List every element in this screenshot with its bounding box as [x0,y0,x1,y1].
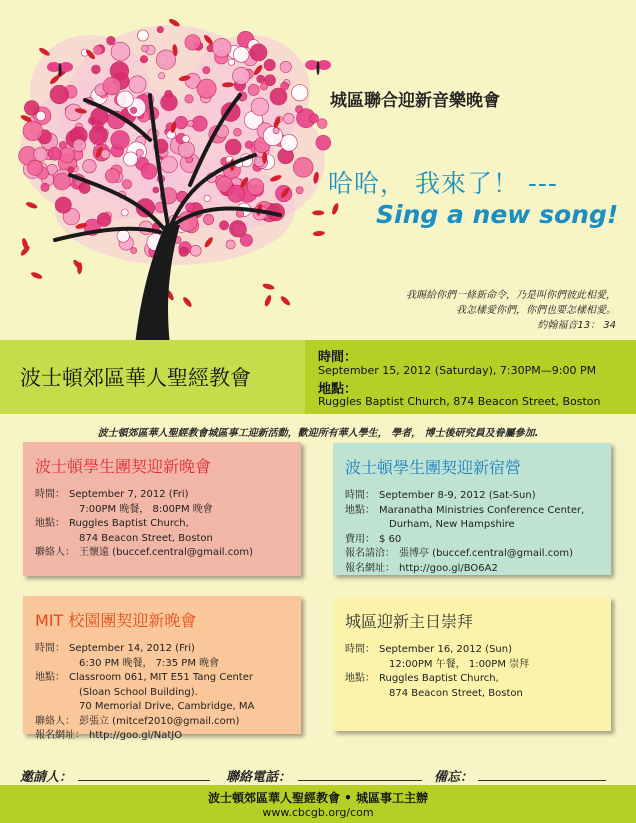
detail-value: Ruggles Baptist Church, [379,673,499,684]
card-mit-fellowship-party [23,596,301,741]
detail-row [35,642,254,657]
detail-value: http://goo.gl/NatJO [89,730,183,741]
card-body [345,489,584,576]
detail-value: 王懷遠 (buccef.central@gmail.com) [79,547,254,558]
verse-line-1: 我賜給你們一條新命令，乃是叫你們彼此相愛， [406,290,616,301]
detail-key: 報名網址： [35,730,85,741]
card-body [345,643,529,701]
detail-value: 7:00PM 晚餐， 8:00PM 晚會 [79,503,213,515]
card-student-fellowship-retreat [333,443,611,575]
detail-value: $ 60 [379,533,402,545]
detail-row [35,686,254,701]
card-title: MIT 校園團契迎新晚會 [35,611,197,630]
detail-row [345,533,584,548]
detail-value: (Sloan School Building). [79,686,198,698]
slogan-chinese: 哈哈， 我來了！ --- [328,169,558,198]
welcome-intro: 波士頓郊區華人聖經教會城區事工迎新活動，歡迎所有華人學生， 學者， 博士後研究員及眷屬參加. [97,428,539,439]
detail-value: September 16, 2012 (Sun) [379,644,512,655]
detail-value: Classroom 061, MIT E51 Tang Center [69,672,253,683]
detail-key: 費用： [345,533,375,545]
detail-value: September 7, 2012 (Fri) [69,489,189,500]
detail-key: 時間： [35,643,65,654]
organizer-band [0,785,636,823]
card-title: 波士頓學生團契迎新晚會 [35,457,212,476]
detail-row [35,532,253,547]
verse-line-2: 我怎樣愛你們，你們也要怎樣相愛。 [456,305,616,316]
inviter-blank [78,780,210,781]
detail-key: 地點： [35,672,65,683]
bible-verse [406,288,616,333]
detail-value: Ruggles Baptist Church, [69,518,189,529]
detail-key: 時間： [35,489,65,500]
detail-row [345,518,584,533]
detail-row [345,489,584,504]
detail-value: 6:30 PM 晚餐， 7:35 PM 晚會 [79,657,220,669]
detail-value: September 14, 2012 (Fri) [69,643,195,654]
time-value: September 15, 2012 (Saturday), 7:30PM—9:00 PM [318,364,597,377]
note-blank [478,780,606,781]
detail-row [35,503,253,518]
detail-value: 874 Beacon Street, Boston [389,687,523,699]
church-name: 波士頓郊區華人聖經教會 [20,366,251,390]
header-area [0,0,636,340]
detail-row [35,657,254,672]
detail-key: 時間： [345,490,375,501]
detail-row [345,643,529,658]
detail-value: 彭張立 (mitcef2010@gmail.com) [79,715,240,727]
card-body [35,642,254,744]
detail-value: 70 Memorial Drive, Cambridge, MA [79,701,255,712]
detail-key: 報名網址： [345,562,395,574]
detail-key: 地點： [345,504,375,516]
detail-value: September 8-9, 2012 (Sat-Sun) [379,490,536,501]
phone-label: 聯絡電話： [226,770,292,785]
detail-row [35,715,254,730]
event-title: 城區聯合迎新音樂晚會 [330,91,500,111]
detail-key: 聯絡人： [35,547,75,558]
detail-row [35,546,253,561]
organizer-name: 波士頓郊區華人聖經教會 • 城區事工主辦 [207,791,429,805]
detail-value: 張博亭 (buccef.central@gmail.com) [399,548,574,559]
detail-value: Maranatha Ministries Conference Center, [379,504,585,516]
card-body [35,488,253,561]
detail-row [345,672,529,687]
detail-row [35,671,254,686]
detail-row [35,488,253,503]
card-title: 波士頓學生團契迎新宿營 [345,458,522,477]
detail-row [345,504,584,519]
detail-row [345,562,584,577]
blossom-tree-illustration [0,0,350,345]
inviter-label: 邀請人： [20,770,73,785]
detail-key: 聯絡人： [35,715,75,727]
card-title: 城區迎新主日崇拜 [345,612,474,631]
detail-row [345,687,529,702]
detail-key: 地點： [35,518,65,529]
verse-reference: 約翰福音13： 34 [537,320,616,331]
detail-value: 874 Beacon Street, Boston [79,532,213,544]
slogan-english: Sing a new song! [376,200,619,229]
card-sunday-worship [333,597,611,731]
detail-key: 時間： [345,644,375,655]
detail-value: Durham, New Hampshire [389,519,515,530]
detail-value: 12:00PM 午餐， 1:00PM 崇拜 [389,658,530,670]
detail-row [345,547,584,562]
detail-key: 報名請洽： [345,548,395,559]
detail-row [35,729,254,744]
time-label: 時間： [318,350,358,365]
phone-blank [298,780,422,781]
website-url: www.cbcgb.org/com [262,806,374,819]
card-student-fellowship-party [23,442,301,576]
detail-row [35,700,254,715]
place-label: 地點： [318,382,358,397]
detail-value: http://goo.gl/BO6A2 [399,562,498,574]
place-value: Ruggles Baptist Church, 874 Beacon Street, Boston [318,395,601,408]
detail-row [35,517,253,532]
note-label: 備忘： [434,770,474,785]
detail-row [345,658,529,673]
detail-key: 地點： [345,673,375,684]
